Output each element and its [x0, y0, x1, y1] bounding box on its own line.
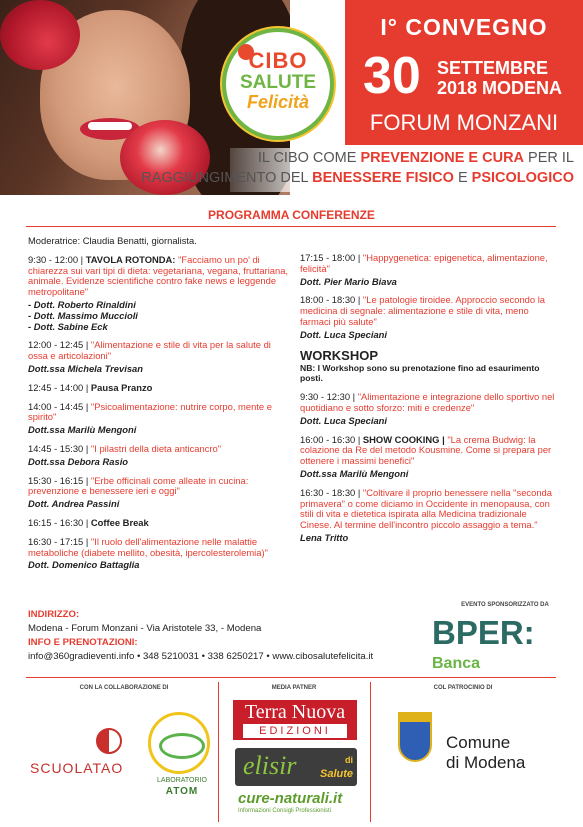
program-item — [28, 444, 290, 468]
event-venue: FORUM MONZANI — [369, 110, 559, 135]
terra-nuova-name: Terra Nuova — [244, 701, 346, 723]
program-item — [28, 255, 290, 333]
media-label: MEDIA PATNER — [271, 685, 317, 691]
item-time: 16:30 - 18:30 | — [300, 486, 363, 498]
subtitle-highlight: PSICOLOGICO — [471, 170, 574, 186]
subtitle-text: IL CIBO COME — [257, 150, 361, 166]
item-title: "Happygenetica: epigenetica, alimentazione, felicità" — [300, 252, 548, 274]
yin-yang-icon — [96, 728, 122, 754]
item-title: "Coltivare il proprio benessere nella "seconda primavera" o come diciamo in Occidente in menopausa, con stili di vita e dietetica ispirata alla Medicina tradizionale Cinese. Al termine dell'incontro piccolo assaggio a tema." — [300, 486, 552, 531]
pomegranate-icon — [0, 0, 80, 70]
elisir-di-salute-logo — [235, 748, 357, 786]
item-speaker: Dott. Domenico Battaglia — [28, 559, 140, 571]
month-label: SETTEMBRE — [437, 58, 549, 78]
left-items — [28, 255, 290, 571]
event-subtitle — [141, 148, 580, 192]
terra-nuova-sub: EDIZIONI — [243, 724, 347, 738]
item-time: 9:30 - 12:30 | — [300, 391, 358, 403]
divider — [218, 682, 219, 822]
workshop-note: NB: I Workshop sono su prenotazione fino ad esaurimento posti. — [300, 362, 540, 384]
item-title: "La crema Budwig: la colazione da Re del metodo Kousmine. Come si prepara per ottenere i massimi benefici" — [300, 433, 552, 467]
atom-name-label: ATOM — [165, 786, 199, 797]
program-item — [28, 402, 290, 436]
divider — [26, 226, 556, 227]
bper-banca-label: Banca — [432, 655, 481, 672]
item-heading: SHOW COOKING | — [362, 433, 448, 445]
item-title: "Il ruolo dell'alimentazione nelle malattie metaboliche (diabete mellito, obesità, ipercolesterolemia)" — [28, 535, 268, 558]
item-time: 14:00 - 14:45 | — [28, 400, 91, 412]
logo-line3: Felicità — [246, 92, 310, 112]
atom-icon — [148, 712, 210, 774]
item-speaker: Dott. Luca Speciani — [300, 414, 387, 426]
subtitle-text: PER IL — [524, 150, 574, 166]
item-speaker: Dott. Pier Mario Biava — [300, 275, 397, 287]
subtitle-text: E — [453, 170, 472, 186]
item-time: 12:00 - 12:45 | — [28, 339, 91, 351]
item-speaker: Dott. Andrea Passini — [28, 498, 120, 510]
item-speaker: Lena Tritto — [300, 531, 349, 543]
cure-naturali-sub: Informazioni Consigli Professionisti — [238, 808, 332, 814]
workshop-title: WORKSHOP — [300, 347, 378, 363]
right-items — [300, 253, 557, 341]
subtitle-highlight: BENESSERE FISICO — [312, 170, 454, 186]
divider — [26, 677, 556, 678]
header — [0, 0, 583, 195]
scuolatao-logo: SCUOLATAO — [30, 760, 124, 776]
item-speaker: Dott. Luca Speciani — [300, 328, 387, 340]
item-time: 16:00 - 16:30 | — [300, 433, 363, 445]
item-speaker: Dott.ssa Michela Trevisan — [28, 362, 143, 374]
item-title: "Alimentazione e stile di vita per la salute di ossa e articolazioni" — [28, 339, 271, 362]
divider — [370, 682, 371, 822]
item-speaker: - Dott. Roberto Rinaldini - Dott. Massimo Muccioli - Dott. Sabine Eck — [28, 298, 138, 332]
info-block — [28, 609, 428, 665]
contact-info[interactable]: info@360gradieventi.info • 348 5210031 • 338 6250217 • www.cibosalutefelicita.it — [28, 651, 374, 662]
item-heading: Coffee Break — [90, 516, 149, 528]
program-item — [28, 518, 290, 529]
program-item — [28, 340, 290, 374]
program-item — [300, 488, 557, 544]
program-title: PROGRAMMA CONFERENZE — [208, 208, 375, 222]
cure-naturali-logo: cure-naturali.it — [238, 790, 343, 807]
year-city-label: 2018 MODENA — [437, 78, 563, 98]
moderator: Moderatrice: Claudia Benatti, giornalista. — [28, 235, 197, 246]
sponsor-label: EVENTO SPONSORIZZATO DA — [461, 602, 549, 608]
subtitle-highlight: PREVENZIONE E CURA — [360, 150, 525, 166]
elisir-salute: Salute — [319, 768, 353, 780]
program-item — [300, 392, 557, 426]
address-label: INDIRIZZO: — [28, 609, 80, 620]
item-time: 9:30 - 12:00 | — [28, 253, 86, 265]
logo-line2: SALUTE — [240, 72, 316, 93]
item-title: "Alimentazione e integrazione dello sportivo nel quotidiano e sotto sforzo: miti e credenze" — [300, 391, 555, 413]
event-day: 30 — [363, 47, 421, 105]
program-item — [300, 295, 557, 340]
program-right-column — [300, 253, 557, 552]
program-item — [28, 383, 290, 394]
address: Modena - Forum Monzani - Via Aristotele 33, - Modena — [28, 623, 262, 634]
item-heading: Pausa Pranzo — [90, 381, 153, 393]
bper-logo: BPER: — [432, 614, 535, 651]
item-time: 14:45 - 15:30 | — [28, 442, 91, 454]
item-time: 16:15 - 16:30 | — [28, 516, 91, 528]
collab-label: CON LA COLLABORAZIONE DI — [79, 685, 169, 691]
item-speaker: Dott.ssa Marilù Mengoni — [300, 467, 409, 479]
comune-label: Comune — [446, 733, 511, 752]
logo-line1: CIBO — [248, 48, 308, 73]
item-speaker: Dott.ssa Marilù Mengoni — [28, 424, 137, 436]
item-time: 16:30 - 17:15 | — [28, 535, 91, 547]
event-month — [437, 58, 562, 98]
item-speaker: Dott.ssa Debora Rasio — [28, 455, 129, 467]
event-title: I° CONVEGNO — [380, 14, 548, 40]
teeth-shape — [88, 122, 132, 130]
item-title: "Le patologie tiroidee. Approccio secondo la medicina di segnale: alimentazione e stile di vita, meno farmaci più salute" — [300, 294, 546, 327]
terra-nuova-logo — [233, 700, 357, 740]
modena-crest-icon — [398, 720, 432, 762]
program-item — [300, 435, 557, 480]
item-time: 15:30 - 16:15 | — [28, 474, 91, 486]
event-banner — [345, 0, 583, 145]
patronage-label: COL PATROCINIO DI — [433, 685, 493, 691]
item-title: "Erbe officinali come alleate in cucina: prevenzione e benessere ieri e oggi" — [28, 474, 249, 497]
item-time: 12:45 - 14:00 | — [28, 381, 91, 393]
elisir-name: elisir — [243, 751, 297, 780]
program-left-column — [28, 236, 290, 579]
elisir-di: di — [345, 755, 353, 765]
subtitle-line2 — [141, 170, 574, 186]
program-item — [28, 476, 290, 510]
item-title: "Psicoalimentazione: nutrire corpo, mente e spirito" — [28, 400, 272, 423]
info-label: INFO E PRENOTAZIONI: — [28, 637, 138, 648]
workshop-items — [300, 392, 557, 544]
item-time: 18:00 - 18:30 | — [300, 294, 363, 306]
subtitle-text: RAGGIUNGIMENTO DEL — [141, 170, 313, 186]
comune-city-label: di Modena — [446, 753, 526, 772]
program-item — [28, 537, 290, 571]
subtitle-line1 — [258, 150, 574, 166]
atom-lab-label: LABORATORIO — [157, 777, 207, 784]
program-item — [300, 253, 557, 287]
item-heading: TAVOLA ROTONDA: — [85, 253, 179, 265]
item-time: 17:15 - 18:00 | — [300, 252, 363, 263]
item-title: "I pilastri della dieta anticancro" — [90, 442, 222, 454]
item-title: "Facciamo un po' di chiarezza sui vari tipi di dieta: vegetariana, vegana, fruttariana, animale. Evidenze scientifiche contro fake news e leggende metropolitane" — [28, 253, 289, 298]
cibo-salute-felicita-logo — [222, 28, 334, 140]
